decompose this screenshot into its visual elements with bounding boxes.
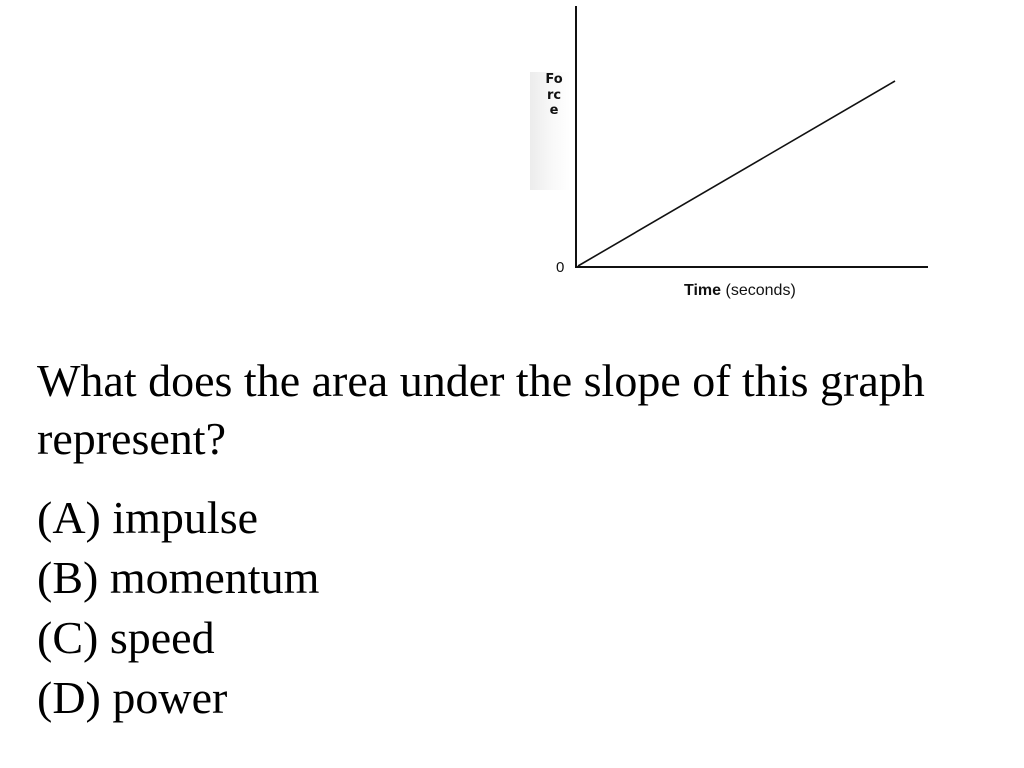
option-c — [37, 608, 319, 668]
option-b — [37, 548, 319, 608]
option-text: momentum — [109, 552, 320, 603]
option-a — [37, 488, 319, 548]
option-text: speed — [109, 612, 215, 663]
x-axis-label-quantity: Time — [684, 282, 722, 299]
option-letter: (B) — [37, 552, 99, 603]
x-axis-label-unit: (seconds) — [725, 282, 796, 299]
option-letter: (D) — [37, 672, 101, 723]
x-axis-label — [684, 282, 796, 300]
force-time-graph — [0, 0, 1024, 320]
origin-tick-label: 0 — [556, 259, 565, 276]
answer-options — [37, 488, 319, 728]
option-text: impulse — [112, 492, 259, 543]
graph-svg — [0, 0, 1024, 320]
y-axis-label: Force — [545, 72, 563, 118]
option-letter: (C) — [37, 612, 99, 663]
option-text: power — [112, 672, 228, 723]
option-d — [37, 668, 319, 728]
question-text: What does the area under the slope of this graph represent? — [37, 355, 925, 464]
force-line — [578, 81, 895, 266]
option-letter: (A) — [37, 492, 101, 543]
